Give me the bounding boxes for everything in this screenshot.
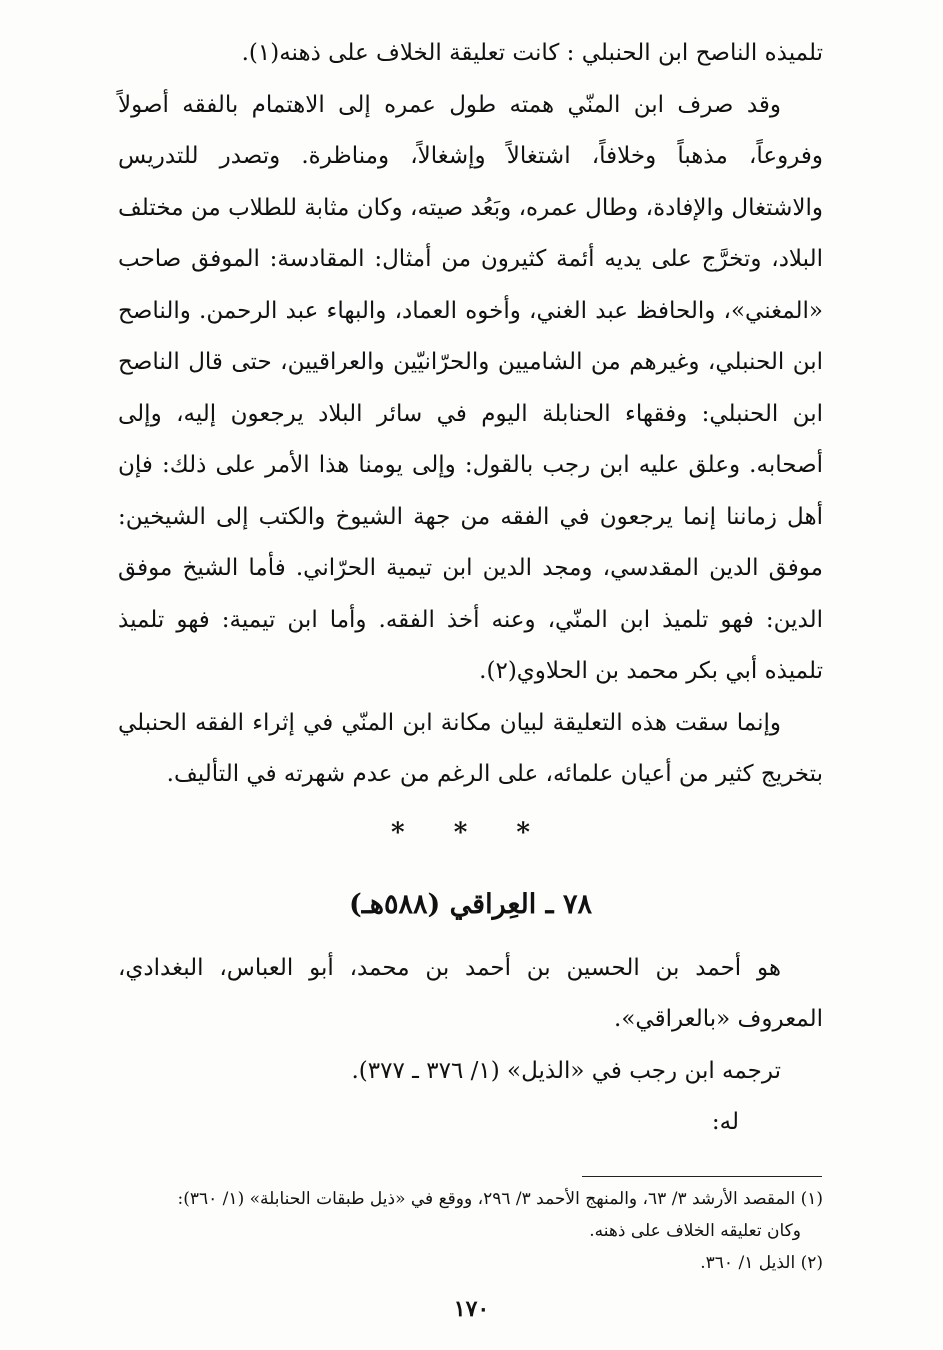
paragraph: وإنما سقت هذه التعليقة لبيان مكانة ابن المنّي في إثراء الفقه الحنبلي بتخريج كثير من أعيان علمائه، على الرغم من عدم شهرته في التأليف. — [118, 709, 823, 787]
footnotes — [118, 1183, 823, 1279]
footnote: (١) المقصد الأرشد ٣/ ٦٣، والمنهج الأحمد ٣/ ٢٩٦، ووقع في «ذيل طبقات الحنابلة» (١/ ٣٦٠): — [177, 1189, 823, 1209]
footnote-continuation: وكان تعليقه الخلاف على ذهنه. — [589, 1221, 801, 1241]
footnote-divider — [582, 1176, 822, 1177]
paragraph: له: — [711, 1109, 739, 1135]
entry-heading: ٧٨ ـ العِراقي (٥٨٨هـ) — [349, 888, 592, 920]
section-separator: * * * — [391, 817, 550, 848]
paragraph: هو أحمد بن الحسين بن أحمد بن محمد، أبو العباس، البغدادي، المعروف «بالعراقي». — [118, 954, 823, 1032]
paragraph: تلميذه الناصح ابن الحنبلي : كانت تعليقة الخلاف على ذهنه(١). — [241, 40, 823, 66]
page-number: ١٧٠ — [453, 1296, 490, 1322]
paragraph: وقد صرف ابن المنّي همته طول عمره إلى الاهتمام بالفقه أصولاً وفروعاً، مذهباً وخلافاً، اشتغالاً وإشغالاً، ومناظرة. وتصدر للتدريس والاشتغال والإفادة، وطال عمره، وبَعُد صيته، وكان مثابة للطلاب من مختلف البلاد، وتخرَّج على يديه أئمة كثيرون من أمثال: المقادسة: الموفق صاحب «المغني»، والحافظ عبد الغني، وأخوه العماد، والبهاء عبد الرحمن. والناصح ابن الحنبلي، وغيرهم من الشاميين والحرّانيّين والعراقيين، حتى قال الناصح ابن الحنبلي: وفقهاء الحنابلة اليوم في سائر البلاد يرجعون إليه، وإلى أصحابه. وعلق عليه ابن رجب بالقول: وإلى يومنا هذا الأمر على ذلك: فإن أهل زماننا إنما يرجعون في الفقه من جهة الشيوخ والكتب إلى الشيخين: موفق الدين المقدسي، ومجد الدين ابن تيمية الحرّاني. فأما الشيخ موفق الدين: فهو تلميذ ابن المنّي، وعنه أخذ الفقه. وأما ابن تيمية: فهو تلميذ تلميذه أبي بكر محمد بن الحلاوي(٢). — [118, 91, 823, 684]
main-text — [118, 28, 823, 1149]
footnote: (٢) الذيل ١/ ٣٦٠. — [700, 1253, 823, 1273]
paragraph: ترجمه ابن رجب في «الذيل» (١/ ٣٧٦ ـ ٣٧٧). — [351, 1057, 781, 1084]
